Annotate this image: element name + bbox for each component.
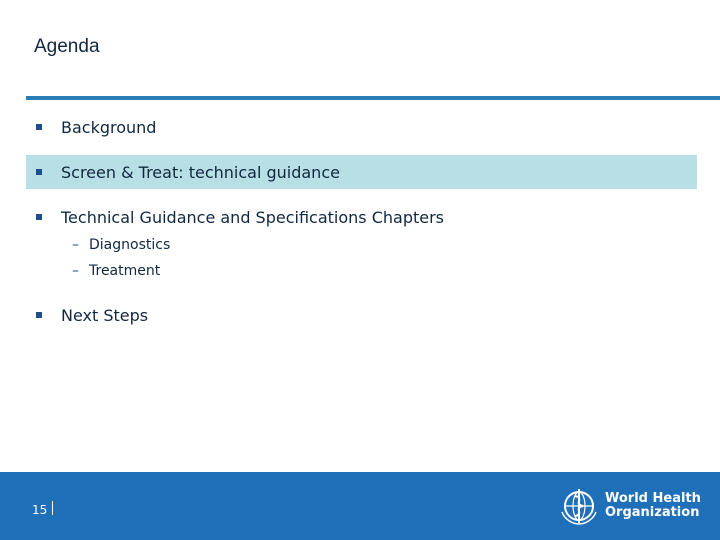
dash-icon: – <box>72 263 79 279</box>
agenda-item-label: Technical Guidance and Specifications Chapters <box>61 207 445 227</box>
footer-bar <box>0 472 720 540</box>
dash-icon: – <box>72 237 79 253</box>
page-number: 15 <box>32 503 48 517</box>
bullet-icon <box>36 124 42 130</box>
agenda-item-next-steps <box>26 298 697 332</box>
organization-name <box>605 492 701 520</box>
agenda-subitem-diagnostics <box>72 233 170 257</box>
bullet-icon <box>36 312 42 318</box>
bullet-icon <box>36 214 42 220</box>
organization-name-line-2: Organization <box>605 505 700 520</box>
agenda-item-background <box>26 110 697 144</box>
who-emblem-icon <box>559 486 599 526</box>
bullet-icon <box>36 169 42 175</box>
title-divider <box>26 96 720 100</box>
who-logo <box>559 486 701 526</box>
page-number-separator <box>52 501 53 515</box>
agenda-subitem-treatment <box>72 259 160 283</box>
agenda-item-screen-treat <box>26 155 697 189</box>
agenda-item-technical-guidance <box>26 200 697 234</box>
organization-name-line-1: World Health <box>605 491 701 506</box>
agenda-item-label: Next Steps <box>61 305 149 325</box>
agenda-subitem-label: Treatment <box>89 263 161 279</box>
agenda-item-label: Screen & Treat: technical guidance <box>61 162 340 182</box>
agenda-item-label: Background <box>61 117 157 137</box>
slide-title: Agenda <box>34 36 100 57</box>
agenda-subitem-label: Diagnostics <box>89 237 171 253</box>
